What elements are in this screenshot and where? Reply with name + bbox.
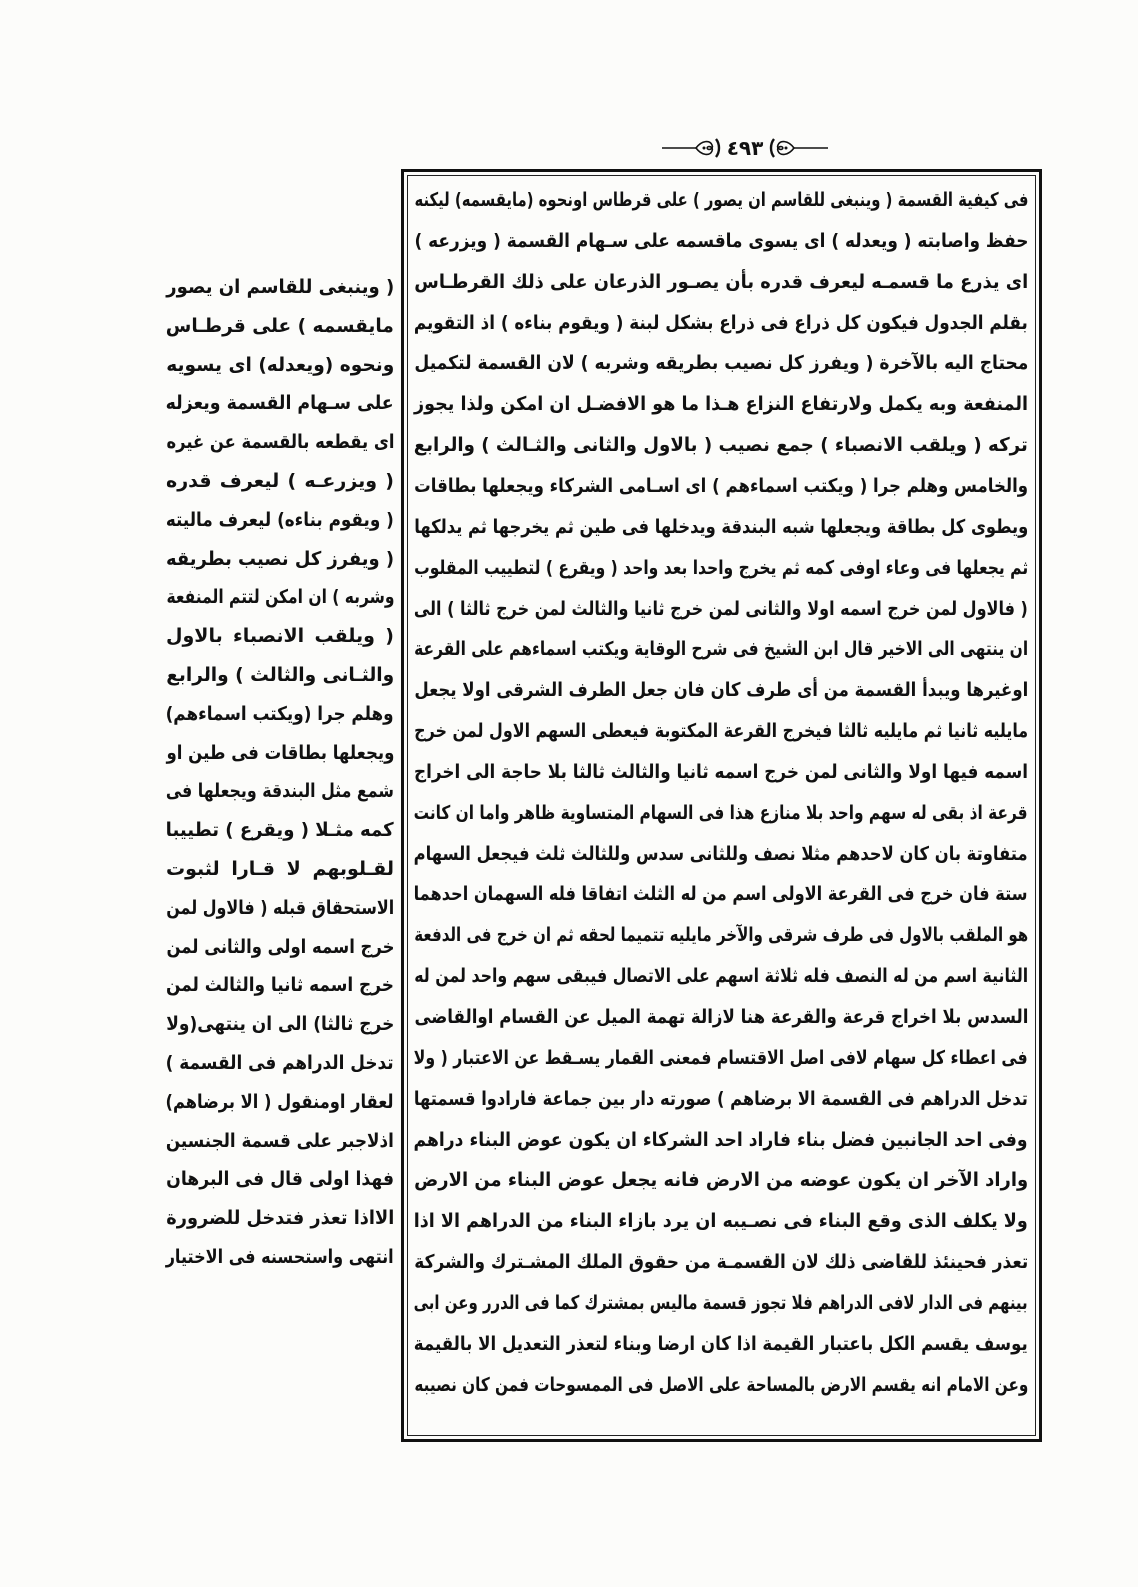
main-text-line xyxy=(414,1082,1028,1116)
main-text-line xyxy=(414,918,1028,952)
margin-note-line xyxy=(166,503,394,537)
margin-note-line-text: ونحوه (ويعدله) اى يسويه xyxy=(166,353,394,376)
margin-note-line-text: اذلاجبر على قسمة الجنسين xyxy=(166,1129,394,1152)
main-text-line xyxy=(414,183,1028,217)
main-text-line xyxy=(414,755,1028,789)
margin-note-line xyxy=(166,1007,394,1041)
margin-note-line-text: ( ويفرز كل نصيب بطريقه xyxy=(166,547,394,570)
main-text-line xyxy=(414,714,1028,748)
margin-note-line-text: لعقار اومنقول ( الا برضاهم) xyxy=(166,1090,394,1113)
margin-note-line xyxy=(166,968,394,1002)
main-text-line xyxy=(414,592,1028,626)
main-text-line-text: المنفعة وبه يكمل ولارتفاع النزاع هـذا ما هو الافضـل ان امكن ولذا يجوز xyxy=(414,393,1028,416)
margin-note-line xyxy=(166,464,394,498)
main-text-line xyxy=(414,224,1028,258)
margin-note-line xyxy=(166,813,394,847)
main-text-line-text: تدخل الدراهم فى القسمة الا برضاهم ) صورته دار بين جماعة فارادوا قسمتها xyxy=(414,1087,1028,1110)
main-text-line xyxy=(414,837,1028,871)
main-text-line-text: فى كيفية القسمة ( وينبغى للقاسم ان يصور ) على قرطاس اونحوه (مايقسمه) ليكنه xyxy=(414,189,1028,211)
main-text-line xyxy=(414,1163,1028,1197)
main-text-line-text: اوغيرها ويبدأ القسمة من أى طرف كان فان جعل الطرف الشرقى اولا يجعل xyxy=(414,679,1028,702)
margin-note-line xyxy=(166,309,394,343)
main-text-line xyxy=(414,387,1028,421)
main-text-line xyxy=(414,1204,1028,1238)
main-text-line-text: بقلم الجدول فيكون كل ذراع فى ذراع بشكل لبنة ( ويقوم بناءه ) اذ التقويم xyxy=(414,311,1028,334)
page-number: ٤٩٣ xyxy=(726,136,764,160)
page-header xyxy=(668,132,822,164)
margin-note-line xyxy=(166,658,394,692)
main-text-line-text: الثانية اسم من له النصف فله ثلاثة اسهم على الاتصال فيبقى سهم واحد لمن له xyxy=(414,965,1028,988)
main-text-line-text: ويطوى كل بطاقة ويجعلها شبه البندقة ويدخلها فى طين ثم يخرجها ثم يدلكها xyxy=(414,515,1028,538)
main-text-line-text: السدس بلا اخراج قرعة والقرعة هنا لازالة تهمة الميل عن القسام اوالقاضى xyxy=(414,1006,1028,1028)
main-text-line-text: ان ينتهى الى الاخير قال ابن الشيخ فى شرح الوقاية ويكتب اسماءهم على القرعة xyxy=(414,638,1028,661)
margin-note-line-text: على سـهام القسمة ويعزله xyxy=(166,392,394,415)
margin-note-line-text: ( ويقوم بناءه) ليعرف ماليته xyxy=(166,508,394,531)
margin-note-line xyxy=(166,930,394,964)
margin-note-line xyxy=(166,619,394,653)
main-text-line-text: والخامس وهلم جرا ( ويكتب اسماءهم ) اى اسـامى الشركاء ويجعلها بطاقات xyxy=(414,474,1028,497)
main-text-line xyxy=(414,265,1028,299)
margin-note-line xyxy=(166,774,394,808)
ornament-right-icon xyxy=(766,136,828,160)
margin-note-line xyxy=(166,736,394,770)
main-text-line-text: تعذر فحينئذ للقاضى ذلك لان القسمـة من حقوق الملك المشـترك والشركة xyxy=(414,1251,1028,1274)
main-text-line-text: واراد الآخر ان يكون عوضه من الارض فانه يجعل عوض البناء من الارض xyxy=(414,1169,1028,1192)
main-text-line xyxy=(414,1123,1028,1157)
margin-note-line-text: وهلم جرا (ويكتب اسماءهم) xyxy=(166,702,394,725)
margin-note-line xyxy=(166,1162,394,1196)
margin-note-line-text: اى يقطعه بالقسمة عن غيره xyxy=(166,431,394,454)
margin-note-line-text: والثـانى والثالث ) والرابع xyxy=(166,664,394,686)
margin-note-line xyxy=(166,425,394,459)
margin-note-line-text: لقـلوبهم لا قـارا لثبوت xyxy=(166,858,394,880)
margin-note-line xyxy=(166,386,394,420)
main-text-line xyxy=(414,1000,1028,1034)
margin-note-line-text: ( وينبغى للقاسم ان يصور xyxy=(166,276,394,298)
main-text-line-text: ( فالاول لمن خرج اسمه اولا والثانى لمن خرج ثانيا والثالث لمن خرج ثالثا ) الى xyxy=(414,597,1028,620)
main-text-line-text: حفظ واصابته ( ويعدله ) اى يسوى ماقسمه على سـهام القسمة ( ويزرعه ) xyxy=(414,229,1028,252)
main-text-line xyxy=(414,1327,1028,1361)
main-text-line-text: ستة فان خرج فى القرعة الاولى اسم من له الثلث اتفاقا فله السهمان احدهما xyxy=(414,883,1028,906)
main-text-line-text: وعن الامام انه يقسم الارض بالمساحة على الاصل فى الممسوحات فمن كان نصيبه xyxy=(414,1373,1028,1396)
main-text-line xyxy=(414,306,1028,340)
main-text-line xyxy=(414,1286,1028,1320)
main-text-line-text: مايليه ثانيا ثم مايليه ثالثا فيخرج القرعة المكتوبة فيعطى السهم الاول لمن خرج xyxy=(414,720,1028,743)
margin-note-line xyxy=(166,1085,394,1119)
main-text-line-text: وفى احد الجانبين فضل بناء فاراد احد الشركاء ان يكون عوض البناء دراهم xyxy=(414,1128,1028,1151)
margin-note-line xyxy=(166,1046,394,1080)
main-text-line-text: بينهم فى الدار لافى الدراهم فلا تجوز قسمة ماليس بمشترك كما فى الدرر وعن ابى xyxy=(414,1291,1028,1314)
margin-note-line xyxy=(166,1201,394,1235)
margin-note-line-text: خرج ثالثا) الى ان ينتهى(ولا xyxy=(166,1013,394,1036)
margin-note-line xyxy=(166,270,394,304)
margin-note-line-text: مايقسمه ) على قرطـاس xyxy=(166,314,394,337)
margin-note-line-text: ( ويزرعـه ) ليعرف قدره xyxy=(166,470,394,492)
margin-note-line xyxy=(166,891,394,925)
ornament-left-icon xyxy=(662,136,724,160)
margin-note-line xyxy=(166,1124,394,1158)
margin-note-line xyxy=(166,580,394,614)
margin-note-line xyxy=(166,697,394,731)
margin-note-line-text: كمه مثـلا ( ويقرع ) تطييبا xyxy=(166,819,394,842)
main-text-line-text: متفاوتة بان كان لاحدهم مثلا نصف وللثانى سدس وللثالث ثلث فيجعل السهام xyxy=(414,842,1028,865)
main-text-line-text: ولا يكلف الذى وقع البناء فى نصـيبه ان يرد بازاء البناء من الدراهم الا اذا xyxy=(414,1210,1028,1233)
main-text-line xyxy=(414,877,1028,911)
main-text-line xyxy=(414,632,1028,666)
margin-note-line-text: الاستحقاق قبله ( فالاول لمن xyxy=(166,896,394,919)
main-text-line xyxy=(414,796,1028,830)
margin-note-line xyxy=(166,542,394,576)
main-text-line-text: ثم يجعلها فى وعاء اوفى كمه ثم يخرج واحدا بعد واحد ( ويقرع ) لتطييب المقلوب xyxy=(414,556,1028,579)
main-text-line-text: هو الملقب بالاول فى طرف شرقى والآخر مايليه تتميما لحقه ثم ان خرج فى الدفعة xyxy=(414,924,1028,947)
main-text-line-text: يوسف يقسم الكل باعتبار القيمة اذا كان ارضا وبناء لتعذر التعديل الا بالقيمة xyxy=(414,1332,1028,1355)
margin-note-line-text: الااذا تعذر فتدخل للضرورة xyxy=(166,1207,394,1230)
main-text-line xyxy=(414,551,1028,585)
main-text-line xyxy=(414,346,1028,380)
main-text-line xyxy=(414,1245,1028,1279)
main-text-line-text: محتاج اليه بالآخرة ( ويفرز كل نصيب بطريقه وشربه ) لان القسمة لتكميل xyxy=(414,352,1028,375)
margin-note-line-text: ويجعلها بطاقات فى طين او xyxy=(166,741,394,764)
main-text-line xyxy=(414,428,1028,462)
main-text-line xyxy=(414,1368,1028,1402)
margin-note-line-text: خرج اسمه اولى والثانى لمن xyxy=(166,935,394,958)
margin-note-line-text: فهذا اولى قال فى البرهان xyxy=(166,1168,394,1191)
margin-note-line xyxy=(166,852,394,886)
margin-note-line xyxy=(166,348,394,382)
margin-note-line-text: ( ويلقب الانصباء بالاول xyxy=(166,625,394,648)
main-text-line xyxy=(414,1041,1028,1075)
main-text-line xyxy=(414,959,1028,993)
main-text-line-text: اى يذرع ما قسمـه ليعرف قدره بأن يصـور الذرعان على ذلك القرطـاس xyxy=(414,270,1028,293)
margin-note-line xyxy=(166,1240,394,1274)
main-text-line xyxy=(414,673,1028,707)
main-text-line-text: تركه ( ويلقب الانصباء ) جمع نصيب ( بالاول والثانى والثـالث ) والرابع xyxy=(414,434,1028,457)
main-text-line-text: فى اعطاء كل سهام لافى اصل الاقتسام فمعنى القمار يسـقط عن الاعتبار ( ولا xyxy=(414,1046,1028,1069)
margin-note-line-text: انتهى واستحسنه فى الاختيار xyxy=(166,1246,394,1268)
margin-note-line-text: وشربه ) ان امكن لتتم المنفعة xyxy=(166,586,394,609)
main-text-line-text: قرعة اذ بقى له سهم واحد بلا منازع هذا فى السهام المتساوية ظاهر واما ان كانت xyxy=(414,801,1028,824)
margin-note-line-text: شمع مثل البندقة ويجعلها فى xyxy=(166,780,394,803)
margin-note-line-text: خرج اسمه ثانيا والثالث لمن xyxy=(166,974,394,997)
main-text-line xyxy=(414,510,1028,544)
main-text-line xyxy=(414,469,1028,503)
main-text-line-text: اسمه فيها اولا والثانى لمن خرج اسمه ثانيا والثالث ثالثا بلا حاجة الى اخراج xyxy=(414,760,1028,783)
margin-note-line-text: تدخل الدراهم فى القسمة ) xyxy=(166,1052,394,1074)
